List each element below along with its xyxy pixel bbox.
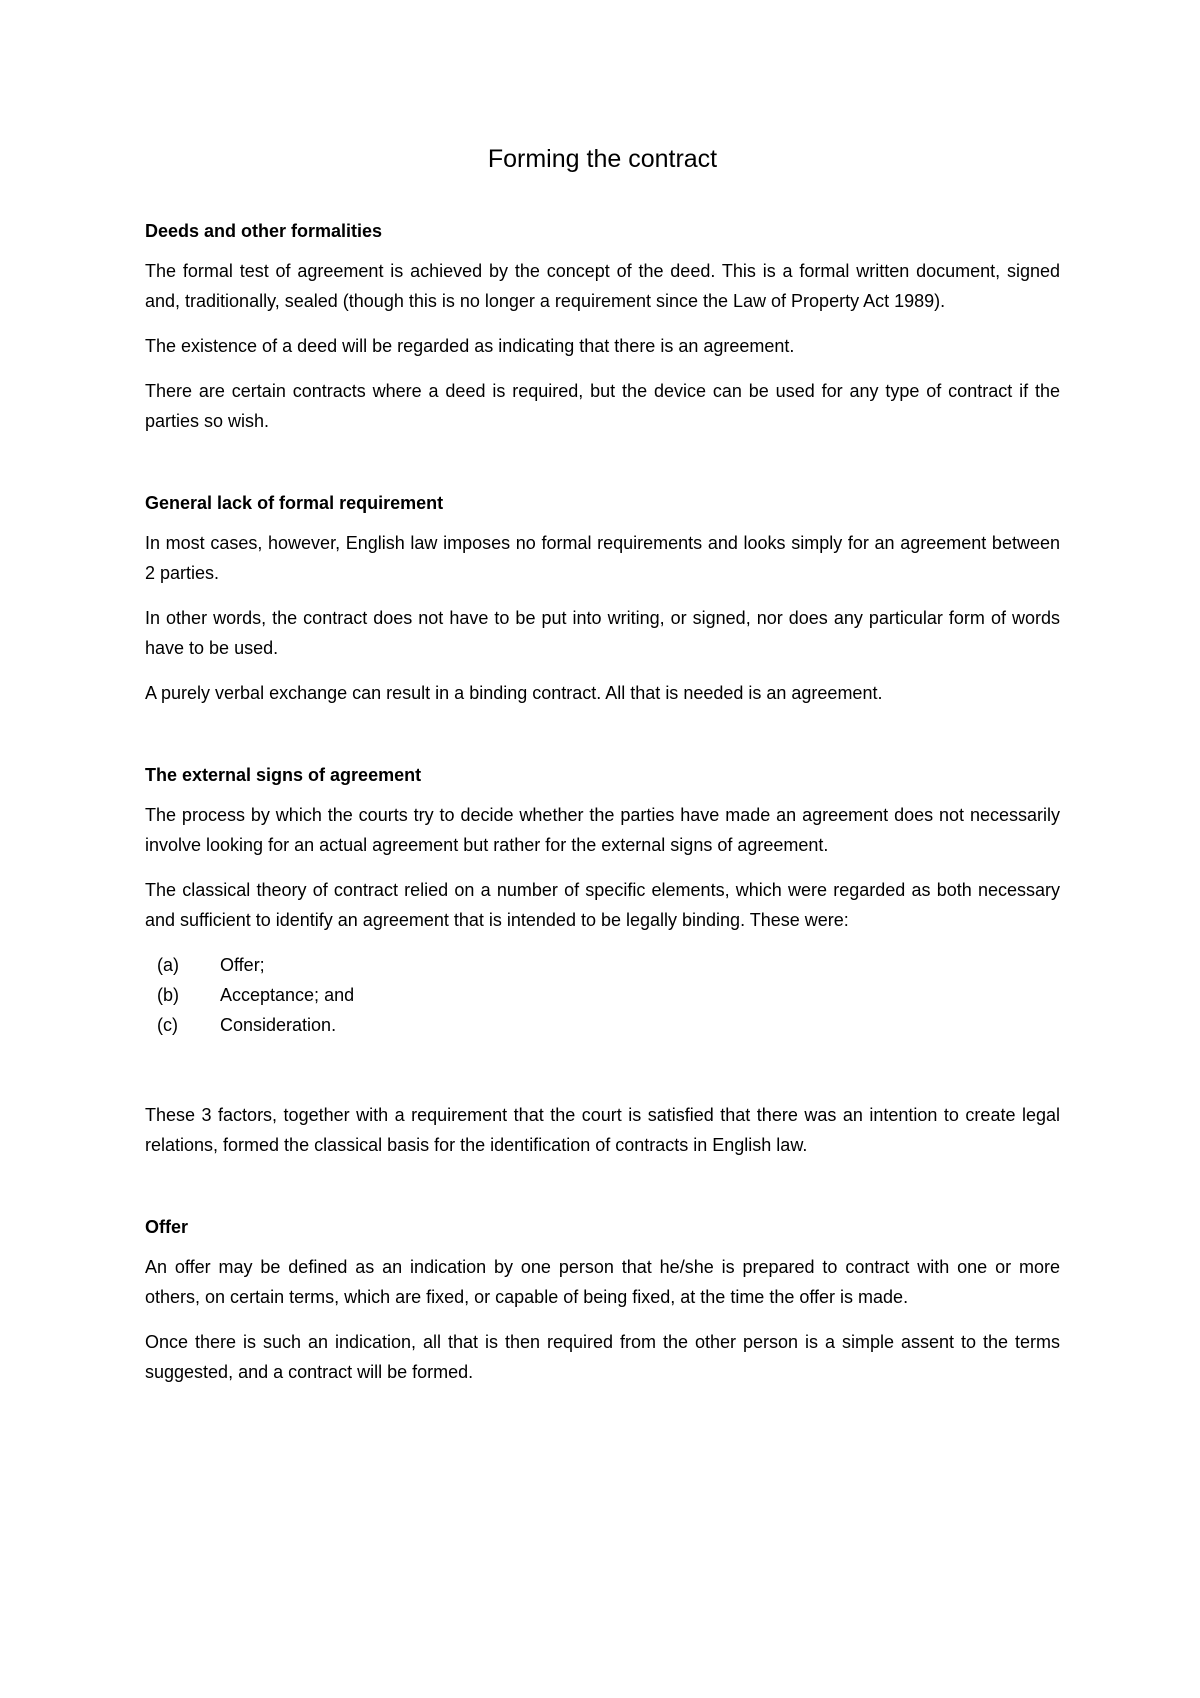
- paragraph: In other words, the contract does not have to be put into writing, or signed, nor does any particular form of words have to be used.: [145, 608, 1060, 658]
- section-heading: Deeds and other formalities: [145, 221, 383, 241]
- list-item: [145, 950, 1060, 980]
- list-marker: (b): [157, 985, 179, 1005]
- document-title: Forming the contract: [487, 145, 718, 173]
- section-external-signs: [145, 760, 1060, 1160]
- section-heading: The external signs of agreement: [145, 765, 422, 785]
- paragraph: Once there is such an indication, all that is then required from the other person is a simple assent to the terms suggested, and a contract will be formed.: [145, 1332, 1060, 1382]
- list-item-text: Consideration.: [220, 1015, 337, 1035]
- section-offer: [145, 1212, 1060, 1387]
- list-item: [145, 980, 1060, 1010]
- paragraph: A purely verbal exchange can result in a binding contract. All that is needed is an agreement.: [145, 683, 883, 703]
- section-heading: Offer: [145, 1217, 189, 1237]
- paragraph: These 3 factors, together with a requirement that the court is satisfied that there was an intention to create legal relations, formed the classical basis for the identification of contracts in English law.: [145, 1105, 1060, 1155]
- paragraph: The process by which the courts try to decide whether the parties have made an agreement does not necessarily involve looking for an actual agreement but rather for the external signs of agreement.: [145, 805, 1060, 855]
- list-item-text: Offer;: [220, 955, 265, 975]
- paragraph: The formal test of agreement is achieved by the concept of the deed. This is a formal written document, signed and, traditionally, sealed (though this is no longer a requirement since the Law of Property Act 1989).: [145, 261, 1060, 311]
- paragraph: The existence of a deed will be regarded as indicating that there is an agreement.: [145, 336, 795, 356]
- list-item-text: Acceptance; and: [220, 985, 355, 1005]
- section-heading: General lack of formal requirement: [145, 493, 444, 513]
- document-body: [145, 145, 1060, 1402]
- paragraph: In most cases, however, English law imposes no formal requirements and looks simply for an agreement between 2 parties.: [145, 533, 1060, 583]
- list-item: [145, 1010, 1060, 1040]
- paragraph: The classical theory of contract relied on a number of specific elements, which were regarded as both necessary and sufficient to identify an agreement that is intended to be legally binding. These were:: [145, 880, 1060, 930]
- list-marker: (c): [157, 1015, 178, 1035]
- section-general-lack: [145, 488, 1060, 708]
- section-deeds: [145, 216, 1060, 436]
- elements-list: [145, 950, 1060, 1040]
- paragraph: An offer may be defined as an indication by one person that he/she is prepared to contract with one or more others, on certain terms, which are fixed, or capable of being fixed, at the time the offer is made.: [145, 1257, 1060, 1307]
- list-marker: (a): [157, 955, 179, 975]
- paragraph: There are certain contracts where a deed is required, but the device can be used for any type of contract if the parties so wish.: [145, 381, 1060, 431]
